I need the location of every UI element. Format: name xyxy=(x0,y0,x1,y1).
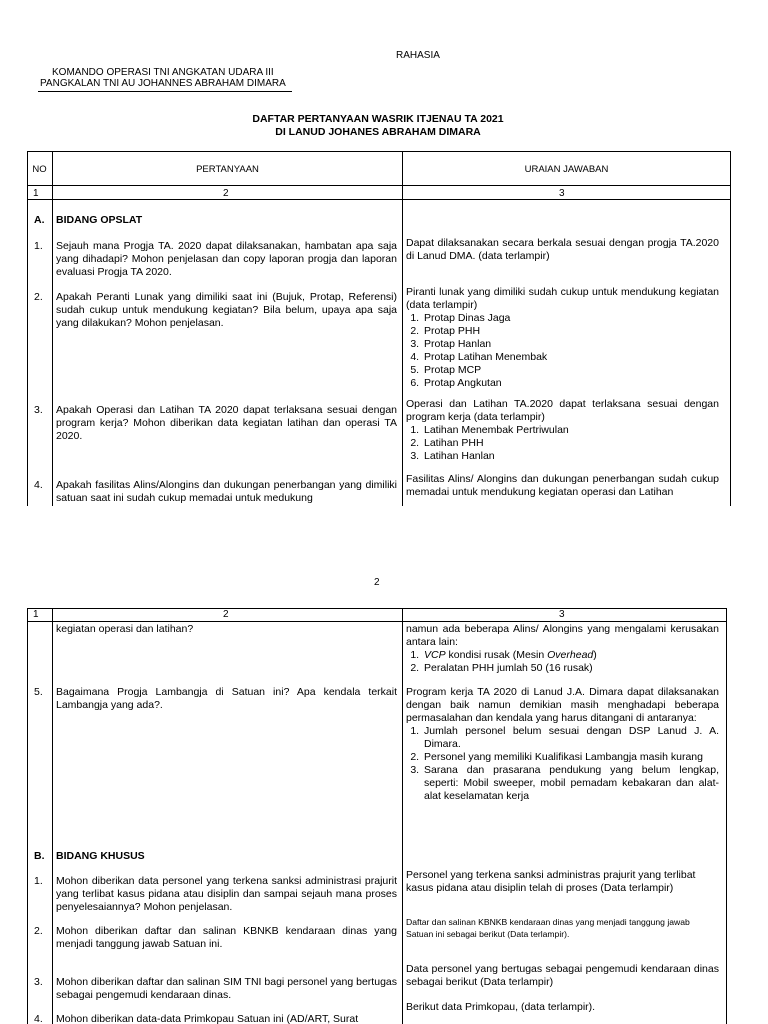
row-number: 2. xyxy=(34,925,43,937)
col-number-2: 2 xyxy=(223,609,229,620)
italic-term: VCP xyxy=(424,649,446,661)
list-item-text: ) xyxy=(593,649,597,661)
answer-text: Program kerja TA 2020 di Lanud J.A. Dimara dapat dilaksanakan dengan baik namun demikian masih menghadapi beberapa permasalahan dan kendala yang harus ditangani di antaranya: xyxy=(406,686,719,724)
answer-text: Data personel yang bertugas sebagai pengemudi kendaraan dinas sebagai berikut (Data terlampir) xyxy=(406,963,719,988)
page-number: 2 xyxy=(374,577,380,588)
section-title: BIDANG OPSLAT xyxy=(56,214,143,226)
list-item: 2. Protap PHH xyxy=(422,325,719,338)
question-text: Mohon diberikan data personel yang terkena sanksi administrasi prajurit yang terlibat kasus pidana atau disiplin dan sampai sejauh mana proses penyelesaiannya? Mohon penjelasan. xyxy=(56,875,397,913)
row-number: 4. xyxy=(34,479,43,491)
answer-text: Fasilitas Alins/ Alongins dan dukungan penerbangan sudah cukup memadai untuk mendukung kegiatan operasi dan Latihan xyxy=(406,473,719,498)
answer-text: Berikut data Primkopau, (data terlampir). xyxy=(406,1001,596,1013)
list-item: 4. Protap Latihan Menembak xyxy=(422,351,719,364)
answer-text: Operasi dan Latihan TA.2020 dapat terlaksana sesuai dengan program kerja (data terlampir) xyxy=(406,398,719,423)
row-number: 4. xyxy=(34,1013,43,1024)
list-item: 1. Protap Dinas Jaga xyxy=(422,312,719,325)
section-title: BIDANG KHUSUS xyxy=(56,850,145,862)
table-row xyxy=(27,1010,727,1024)
header-answer: URAIAN JAWABAN xyxy=(524,164,609,175)
list-item: 3. Protap Hanlan xyxy=(422,338,719,351)
row-number: 3. xyxy=(34,404,43,416)
classification-label: RAHASIA xyxy=(396,50,440,61)
list-item: 1. Latihan Menembak Pertriwulan xyxy=(422,424,719,437)
italic-term: Overhead xyxy=(547,649,594,661)
question-text: Bagaimana Progja Lambangja di Satuan ini? Apa kendala terkait Lambangja yang ada?. xyxy=(56,686,397,711)
col-number-1: 1 xyxy=(33,188,39,199)
section-letter: B. xyxy=(34,850,45,862)
header-no: NO xyxy=(32,164,47,175)
doc-title-line-1: DAFTAR PERTANYAAN WASRIK ITJENAU TA 2021 xyxy=(252,113,504,125)
org-line-1: KOMANDO OPERASI TNI ANGKATAN UDARA III xyxy=(52,67,274,78)
question-text: Mohon diberikan daftar dan salinan SIM TNI bagi personel yang bertugas sebagai pengemudi kendaraan dinas. xyxy=(56,976,397,1001)
question-text: kegiatan operasi dan latihan? xyxy=(56,623,194,635)
list-item: 1. Jumlah personel belum sesuai dengan DSP Lanud J. A. Dimara. xyxy=(422,725,719,751)
org-line-2: PANGKALAN TNI AU JOHANNES ABRAHAM DIMARA xyxy=(40,78,286,89)
question-text: Mohon diberikan daftar dan salinan KBNKB kendaraan dinas yang menjadi tanggung jawab Satuan ini. xyxy=(56,925,397,950)
row-number: 1. xyxy=(34,875,43,887)
question-text: Apakah fasilitas Alins/Alongins dan dukungan penerbangan yang dimiliki satuan saat ini sudah cukup memadai untuk medukung xyxy=(56,479,397,504)
answer-text: Piranti lunak yang dimiliki sudah cukup untuk mendukung kegiatan (data terlampir) xyxy=(406,286,719,311)
header-question: PERTANYAAN xyxy=(196,164,259,175)
row-number: 3. xyxy=(34,976,43,988)
question-text: Apakah Peranti Lunak yang dimiliki saat ini (Bujuk, Protap, Referensi) sudah cukup untuk mendukung kegiatan? Bila belum, upaya apa saja yang dilakukan? Mohon penjelasan. xyxy=(56,291,397,329)
list-item xyxy=(422,649,719,662)
answer-text: Daftar dan salinan KBNKB kendaraan dinas yang menjadi tanggung jawab Satuan ini sebagai berikut (Data terlampir). xyxy=(406,917,690,939)
question-text: Sejauh mana Progja TA. 2020 dapat dilaksanakan, hambatan apa saja yang dihadapi? Mohon penjelasan dan copy laporan progja dan laporan evaluasi Progja TA 2020. xyxy=(56,240,397,278)
row-number: 5. xyxy=(34,686,43,698)
col-number-3: 3 xyxy=(559,188,565,199)
list-item: 2. Peralatan PHH jumlah 50 (16 rusak) xyxy=(422,662,719,675)
list-item-text: kondisi rusak (Mesin xyxy=(445,649,548,661)
org-underline xyxy=(38,91,292,92)
row-number: 2. xyxy=(34,291,43,303)
col-number-2: 2 xyxy=(223,188,229,199)
answer-list xyxy=(406,312,719,390)
answer-list xyxy=(406,649,719,675)
list-item: 5. Protap MCP xyxy=(422,364,719,377)
col-number-1: 1 xyxy=(33,609,39,620)
answer-list xyxy=(406,725,719,803)
list-item: 3. Sarana dan prasarana pendukung yang belum lengkap, seperti: Mobil sweeper, mobil pemadam kebakaran dan alat-alat keselamatan kerja xyxy=(422,764,719,803)
list-item: 6. Protap Angkutan xyxy=(422,377,719,390)
answer-block xyxy=(406,623,719,675)
answer-text: Dapat dilaksanakan secara berkala sesuai dengan progja TA.2020 di Lanud DMA. (data terlampir) xyxy=(406,237,719,262)
answer-text: Personel yang terkena sanksi administras prajurit yang terlibat kasus pidana atau disiplin telah di proses (Data terlampir) xyxy=(406,869,696,894)
answer-text: namun ada beberapa Alins/ Alongins yang mengalami kerusakan antara lain: xyxy=(406,623,719,648)
table-row xyxy=(27,470,731,506)
col-number-3: 3 xyxy=(559,609,565,620)
answer-block xyxy=(406,286,719,390)
row-number: 1. xyxy=(34,240,43,252)
list-item: 2. Latihan PHH xyxy=(422,437,719,450)
question-text: Apakah Operasi dan Latihan TA 2020 dapat terlaksana sesuai dengan program kerja? Mohon diberikan data kegiatan latihan dan operasi TA 2020. xyxy=(56,404,397,442)
answer-list xyxy=(406,424,719,463)
list-item: 2. Personel yang memiliki Kualifikasi Lambangja masih kurang xyxy=(422,751,719,764)
doc-title-line-2: DI LANUD JOHANES ABRAHAM DIMARA xyxy=(275,126,481,138)
question-text: Mohon diberikan data-data Primkopau Satuan ini (AD/ART, Surat xyxy=(56,1013,359,1024)
list-item: 3. Latihan Hanlan xyxy=(422,450,719,463)
section-letter: A. xyxy=(34,214,45,226)
answer-block xyxy=(406,686,719,803)
answer-block xyxy=(406,398,719,463)
